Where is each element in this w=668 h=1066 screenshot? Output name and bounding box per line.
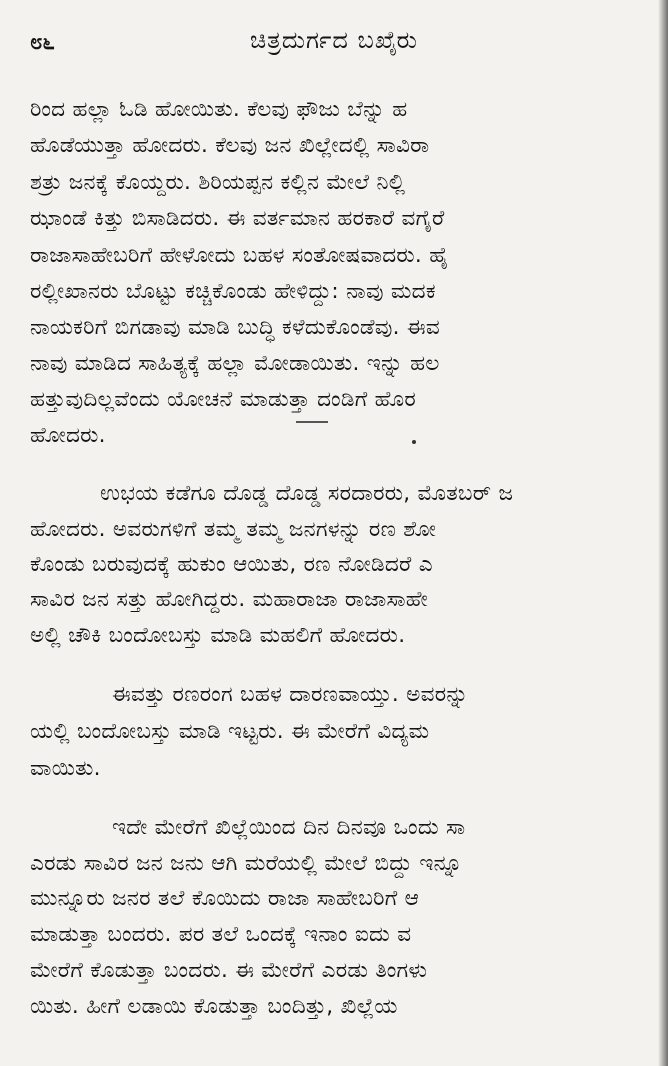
text-line: ಹೋದರು. ಅವರುಗಳಿಗೆ ತಮ್ಮ ತಮ್ಮ ಜನಗಳನ್ನು ರಣ ಶೋ (30, 517, 437, 542)
page-number: ೮೬ (30, 30, 55, 55)
ink-speck (412, 440, 416, 444)
text-line: ನಾವು ಮಾಡಿದ ಸಾಹಿತ್ಯಕ್ಕೆ ಹಲ್ಲಾ ಮೋಡಾಯಿತು. ಇನ್ನು ಹಲ (30, 351, 440, 376)
text-line: ಈವತ್ತು ರಣರಂಗ ಬಹಳ ದಾರಣವಾಯ್ತು. ಅವರನ್ನು (112, 682, 469, 707)
text-line: ಅಲ್ಲಿ ಚೌಕಿ ಬಂದೋಬಸ್ತು ಮಾಡಿ ಮಹಲಿಗೆ ಹೋದರು. (30, 623, 406, 648)
text-line: ವಾಯಿತು. (30, 756, 101, 781)
text-line: ಮಾಡುತ್ತಾ ಬಂದರು. ಪರ ತಲೆ ಒಂದಕ್ಕೆ ಇನಾಂ ಐದು ವ (30, 922, 412, 947)
text-line: ಶತ್ರು ಜನಕ್ಕೆ ಕೊಯ್ದರು. ಶಿರಿಯಪ್ಪನ ಕಲ್ಲಿನ ಮೇಲೆ ನಿಲ್ಲಿ (30, 170, 406, 195)
text-line: ಯಲ್ಲಿ ಬಂದೋಬಸ್ತು ಮಾಡಿ ಇಟ್ಟರು. ಈ ಮೇರೆಗೆ ವಿದ್ಯಮ (30, 719, 430, 744)
text-line: ಹತ್ತುವುದಿಲ್ಲವೆಂದು ಯೋಚನೆ ಮಾಡುತ್ತಾ ದಂಡಿಗೆ ಹೊರ (30, 387, 417, 412)
section-divider (296, 421, 328, 423)
text-line: ಯಿತು. ಹೀಗೆ ಲಡಾಯಿ ಕೊಡುತ್ತಾ ಬಂದಿತ್ತು, ಖಿಲ್ಲೆಯ (30, 994, 398, 1019)
text-line: ಕೊಂಡು ಬರುವುದಕ್ಕೆ ಹುಕುಂ ಆಯಿತು, ರಣ ನೋಡಿದರೆ ಎ (30, 552, 433, 577)
text-line: ಝಾಂಡೆ ಕಿತ್ತು ಬಿಸಾಡಿದರು. ಈ ವರ್ತಮಾನ ಹರಕಾರೆ ವಗೈರೆ (30, 206, 445, 231)
text-line: ಹೊಡೆಯುತ್ತಾ ಹೋದರು. ಕೆಲವು ಜನ ಖಿಲ್ಲೇದಲ್ಲಿ ಸಾವಿರಾ (30, 133, 430, 158)
text-line: ನಾಯಕರಿಗೆ ಬಿಗಡಾವು ಮಾಡಿ ಬುದ್ಧಿ ಕಳೆದುಕೊಂಡೆವು. ಈವ (30, 315, 440, 340)
text-line: ಮುನ್ನೂರು ಜನರ ತಲೆ ಕೊಯಿದು ರಾಜಾ ಸಾಹೇಬರಿಗೆ ಆ (30, 886, 420, 911)
text-line: ರಿಂದ ಹಲ್ಲಾ ಓಡಿ ಹೋಯಿತು. ಕೆಲವು ಫೌಜು ಬೆನ್ನು ಹ (30, 97, 408, 122)
text-line: ಮೇರೆಗೆ ಕೊಡುತ್ತಾ ಬಂದರು. ಈ ಮೇರೆಗೆ ಎರಡು ತಿಂಗಳು (30, 958, 428, 983)
text-line: ಹೋದರು. (30, 423, 106, 448)
text-line: ಸಾವಿರ ಜನ ಸತ್ತು ಹೋಗಿದ್ದರು. ಮಹಾರಾಜಾ ರಾಜಾಸಾಹೇ (30, 587, 429, 612)
text-line: ಇದೇ ಮೇರೆಗೆ ಖಿಲ್ಲೆಯಿಂದ ದಿನ ದಿನವೂ ಒಂದು ಸಾ (112, 815, 466, 840)
text-line: ಎರಡು ಸಾವಿರ ಜನ ಜನು ಆಗಿ ಮರೆಯಲ್ಲಿ ಮೇಲೆ ಬಿದ್ದು ಇನ್ನೂ (30, 851, 463, 876)
text-line: ರಾಜಾಸಾಹೇಬರಿಗೆ ಹೇಳೋದು ಬಹಳ ಸಂತೋಷವಾದರು. ಹೈ (30, 243, 449, 268)
running-title: ಚಿತ್ರದುರ್ಗದ ಬಖೈರು (249, 26, 419, 54)
page-edge-shadow (658, 0, 668, 1066)
text-line: ರಲ್ಲೀಖಾನರು ಬೊಟ್ಟು ಕಚ್ಚಿಕೊಂಡು ಹೇಳಿದ್ದು: ನಾವು ಮದಕ (30, 279, 436, 304)
text-line: ಉಭಯ ಕಡೆಗೂ ದೊಡ್ಡ ದೊಡ್ಡ ಸರದಾರರು, ಮೊತಬರ್ ಜ (100, 481, 514, 506)
